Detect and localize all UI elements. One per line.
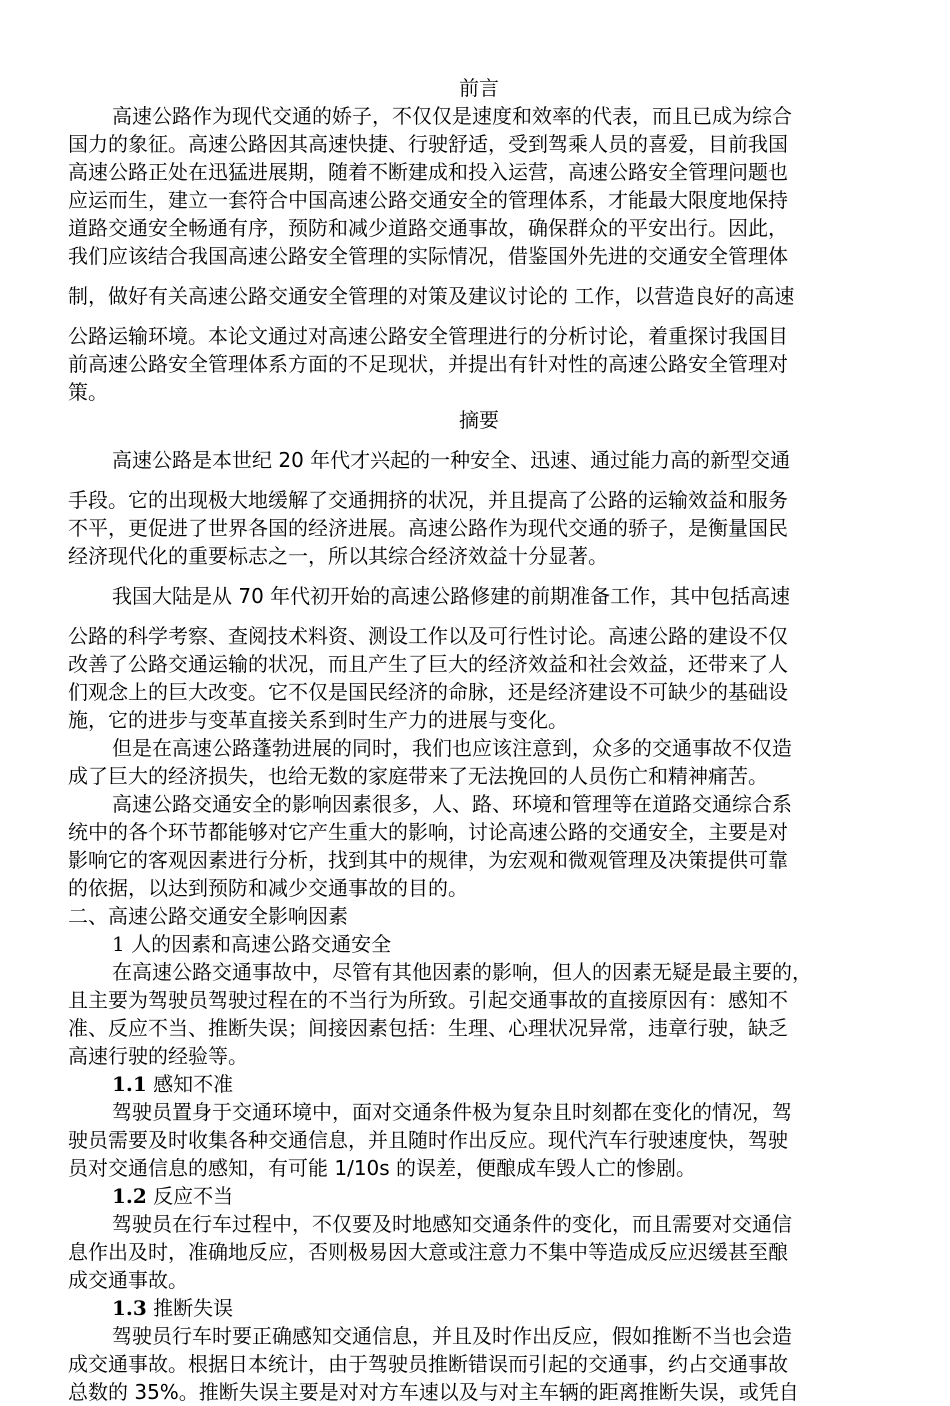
text-line: 影响它的客观因素进行分析，找到其中的规律，为宏观和微观管理及决策提供可靠 xyxy=(68,848,788,872)
text-line: 准、反应不当、推断失误；间接因素包括：生理、心理状况异常，违章行驶，缺乏 xyxy=(68,1016,788,1040)
heading-text: 感知不准 xyxy=(153,1072,234,1096)
heading-text: 推断失误 xyxy=(153,1296,234,1320)
text-line: 统中的各个环节都能够对它产生重大的影响，讨论高速公路的交通安全，主要是对 xyxy=(68,820,788,844)
text-line: 国力的象征。高速公路因其高速快捷、行驶舒适，受到驾乘人员的喜爱，目前我国 xyxy=(68,132,788,156)
heading-number: 1.2 xyxy=(112,1184,147,1208)
text-line: 高速公路正处在迅猛进展期，随着不断建成和投入运营，高速公路安全管理问题也 xyxy=(68,160,788,184)
heading-text: 反应不当 xyxy=(153,1184,234,1208)
text-line: 我们应该结合我国高速公路安全管理的实际情况，借鉴国外先进的交通安全管理体 xyxy=(68,244,788,268)
subsection-heading xyxy=(68,1294,890,1322)
text-line: 在高速公路交通事故中，尽管有其他因素的影响，但人的因素无疑是最主要的， xyxy=(112,960,812,984)
text-line: 改善了公路交通运输的状况，而且产生了巨大的经济效益和社会效益，还带来了人 xyxy=(68,652,788,676)
text-line: 且主要为驾驶员驾驶过程在的不当行为所致。引起交通事故的直接原因有：感知不 xyxy=(68,988,788,1012)
text-line: 们观念上的巨大改变。它不仅是国民经济的命脉，还是经济建设不可缺少的基础设 xyxy=(68,680,788,704)
text-line: 制，做好有关高速公路交通安全管理的对策及建议讨论的 工作，以营造良好的高速 xyxy=(68,284,795,308)
text-line: 施，它的进步与变革直接关系到时生产力的进展与变化。 xyxy=(68,708,568,732)
text-line: 驾驶员置身于交通环境中，面对交通条件极为复杂且时刻都在变化的情况，驾 xyxy=(112,1100,792,1124)
subsection-heading xyxy=(68,1182,890,1210)
text-line: 驶员需要及时收集各种交通信息，并且随时作出反应。现代汽车行驶速度快，驾驶 xyxy=(68,1128,788,1152)
text-line: 应运而生，建立一套符合中国高速公路交通安全的管理体系，才能最大限度地保持 xyxy=(68,188,788,212)
text-line: 不平，更促进了世界各国的经济进展。高速公路作为现代交通的骄子，是衡量国民 xyxy=(68,516,788,540)
document-page xyxy=(68,74,890,1406)
text-line: 的依据，以达到预防和减少交通事故的目的。 xyxy=(68,876,468,900)
text-line: 驾驶员行车时要正确感知交通信息，并且及时作出反应，假如推断不当也会造 xyxy=(112,1324,792,1348)
text-line: 手段。它的出现极大地缓解了交通拥挤的状况，并且提高了公路的运输效益和服务 xyxy=(68,488,788,512)
text-line: 驾驶员在行车过程中，不仅要及时地感知交通条件的变化，而且需要对交通信 xyxy=(112,1212,792,1236)
subsection-heading: 1 人的因素和高速公路交通安全 xyxy=(112,932,392,956)
heading-number: 1.3 xyxy=(112,1296,147,1320)
text-line: 成交通事故。根据日本统计，由于驾驶员推断错误而引起的交通事，约占交通事故 xyxy=(68,1352,788,1376)
text-line: 公路的科学考察、查阅技术料资、测设工作以及可行性讨论。高速公路的建设不仅 xyxy=(68,624,788,648)
preface-body xyxy=(68,102,890,406)
heading-number: 1.1 xyxy=(112,1072,147,1096)
text-line: 我国大陆是从 70 年代初开始的高速公路修建的前期准备工作，其中包括高速 xyxy=(112,584,791,608)
text-line: 成了巨大的经济损失，也给无数的家庭带来了无法挽回的人员伤亡和精神痛苦。 xyxy=(68,764,768,788)
text-line: 策。 xyxy=(68,380,108,404)
text-line: 公路运输环境。本论文通过对高速公路安全管理进行的分析讨论，着重探讨我国目 xyxy=(68,324,788,348)
text-line: 前高速公路安全管理体系方面的不足现状，并提出有针对性的高速公路安全管理对 xyxy=(68,352,788,376)
subsection-heading xyxy=(68,1070,890,1098)
abstract-body xyxy=(68,446,890,902)
text-line: 经济现代化的重要标志之一，所以其综合经济效益十分显著。 xyxy=(68,544,608,568)
text-line: 总数的 35%。推断失误主要是对对方车速以及与对主车辆的距离推断失误，或凭自 xyxy=(68,1380,799,1404)
text-line: 高速公路交通安全的影响因素很多，人、路、环境和管理等在道路交通综合系 xyxy=(112,792,792,816)
text-line: 成交通事故。 xyxy=(68,1268,188,1292)
abstract-title: 摘要 xyxy=(459,408,499,432)
text-line: 高速公路是本世纪 20 年代才兴起的一种安全、迅速、通过能力高的新型交通 xyxy=(112,448,791,472)
text-line: 但是在高速公路蓬勃进展的同时，我们也应该注意到，众多的交通事故不仅造 xyxy=(112,736,792,760)
text-line: 高速公路作为现代交通的娇子，不仅仅是速度和效率的代表，而且已成为综合 xyxy=(112,104,792,128)
text-line: 道路交通安全畅通有序，预防和减少道路交通事故，确保群众的平安出行。因此， xyxy=(68,216,788,240)
text-line: 息作出及时，准确地反应，否则极易因大意或注意力不集中等造成反应迟缓甚至酿 xyxy=(68,1240,788,1264)
preface-title: 前言 xyxy=(459,76,499,100)
section-heading: 二、高速公路交通安全影响因素 xyxy=(68,904,348,928)
text-line: 员对交通信息的感知，有可能 1/10s 的误差，便酿成车毁人亡的惨剧。 xyxy=(68,1156,697,1180)
text-line: 高速行驶的经验等。 xyxy=(68,1044,248,1068)
